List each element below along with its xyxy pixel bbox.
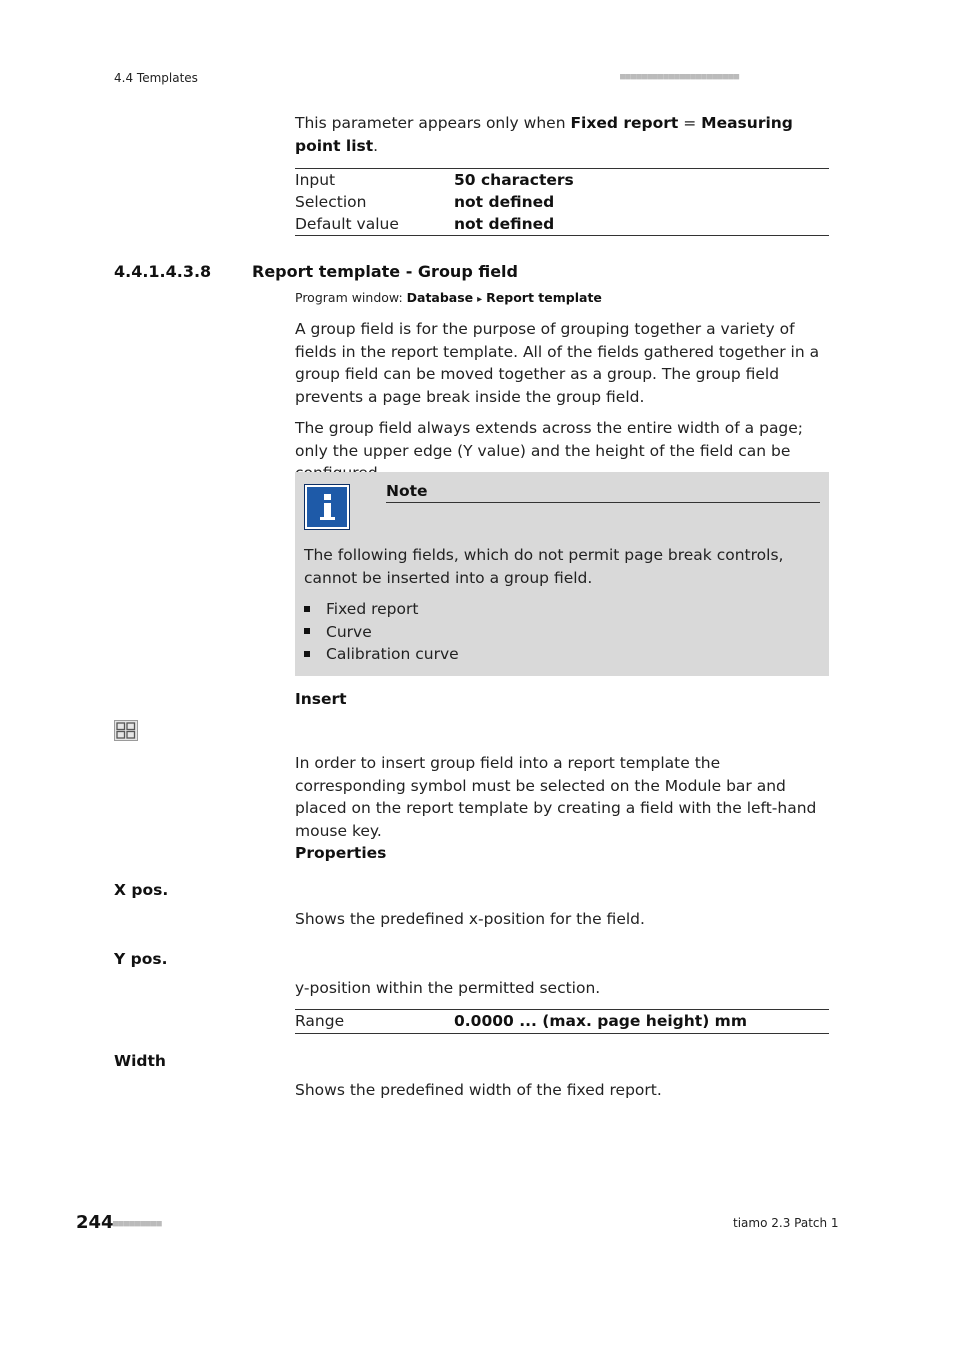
section-number: 4.4.1.4.3.8 [114,262,212,281]
intro-paragraph [295,112,815,157]
param-value: 50 characters [454,171,574,189]
param-value: not defined [454,215,555,233]
product-name: tiamo 2.3 Patch 1 [733,1216,839,1230]
header-dots: ■■■■■■■■■■■■■■■■■■■■■■ [620,72,740,82]
list-item [304,598,459,621]
insert-text: In order to insert group field into a report template the corresponding symbol must be selected on the Module bar and placed on the report template by creating a field with the left-hand mouse key. [295,754,817,840]
intro-text: This parameter appears only when [295,114,571,132]
width-label: Width [114,1052,166,1070]
paragraph-2: The group field always extends across the entire width of a page; only the upper edge (Y value) and the height of the field can be [295,419,804,460]
range-value: 0.0000 ... (max. page height) mm [454,1012,747,1030]
range-table [295,1009,829,1034]
path-report-template: Report template [486,290,602,305]
param-key: Input [295,171,336,189]
intro-bold-measuring-point-list: Measuring point list [295,114,793,155]
list-item-text: Curve [326,622,372,641]
program-window-path [295,290,602,305]
parameter-table [295,168,829,236]
table-row [295,191,829,213]
paragraph-1: A group field is for the purpose of grouping together a variety of fields in the report template. All of the fields gathered together in a group field can be moved together as a group. The group field prevents a page break inside the group field. [295,320,820,406]
table-row [295,213,829,235]
y-pos-label: Y pos. [114,950,168,968]
table-row [295,1010,829,1033]
insert-heading: Insert [295,690,347,708]
range-key: Range [295,1012,345,1030]
section-title: Report template - Group field [252,262,518,281]
program-window-label: Program window: [295,290,407,305]
note-box [295,472,829,676]
x-pos-label: X pos. [114,881,169,899]
list-item-text: Fixed report [326,600,419,618]
path-database: Database [406,290,474,305]
bullet-icon [304,651,310,657]
running-header-section: 4.4 Templates [114,71,198,85]
list-item-text: Calibration curve [326,645,459,663]
group-field-icon [114,720,138,741]
param-key: Default value [295,215,399,233]
note-text: The following fields, which do not permit page break controls, cannot be inserted into a group field. [304,546,784,587]
table-row [295,169,829,191]
properties-heading: Properties [295,844,387,862]
bullet-icon [304,628,310,634]
note-list [304,598,459,666]
bullet-icon [304,606,310,612]
param-key: Selection [295,193,367,211]
width-text: Shows the predefined width of the fixed report. [295,1081,662,1099]
y-pos-text: y-position within the permitted section. [295,979,601,997]
page-number: 244 [76,1212,114,1233]
info-icon [304,484,350,530]
intro-bold-fixed-report: Fixed report [570,114,679,132]
note-title: Note [386,482,820,503]
path-arrow-icon: ▸ [477,294,483,305]
param-value: not defined [454,193,555,211]
list-item [304,621,459,644]
intro-period: . [373,136,379,155]
intro-eq: = [678,114,702,132]
list-item [304,643,459,666]
footer-dots: ■■■■■■■■■ [113,1219,162,1229]
x-pos-text: Shows the predefined x-position for the field. [295,910,645,928]
